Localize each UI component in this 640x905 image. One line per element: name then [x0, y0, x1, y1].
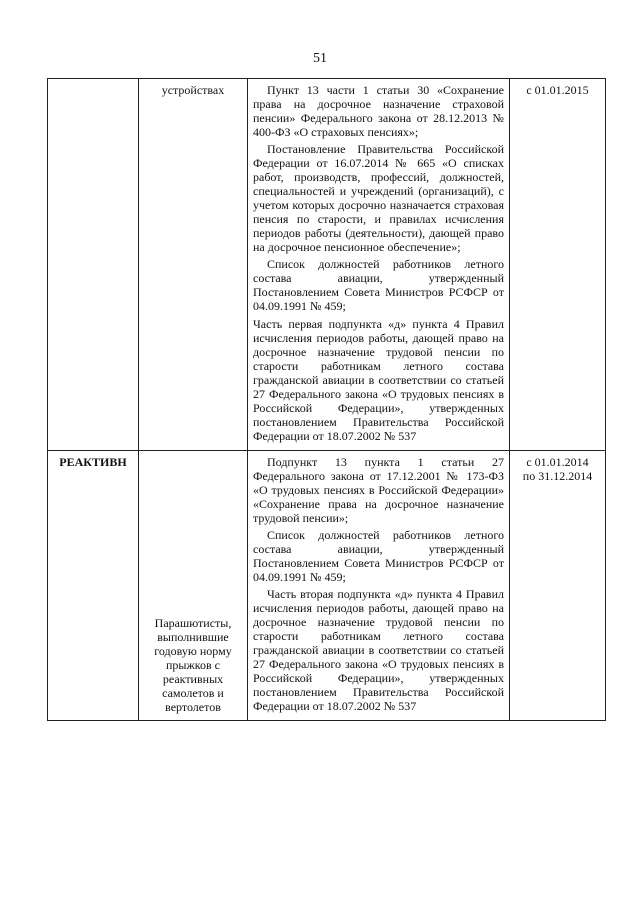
page-number: 51 — [313, 51, 327, 66]
legal-basis-cell — [248, 79, 510, 451]
basis-paragraph: Список должностей работников летного состава авиации, утвержденный Постановлением Совета Министров РСФСР от 04.09.1991 № 459; — [253, 527, 504, 585]
profession-cell: Парашютисты, выполнившие годовую норму прыжков с реактивных самолетов и вертолетов — [139, 450, 248, 721]
pension-table — [47, 78, 606, 721]
table-row — [48, 450, 606, 721]
basis-paragraph: Подпункт 13 пункта 1 статьи 27 Федерального закона от 17.12.2001 № 173-ФЗ «О трудовых пенсиях в Российской Федерации» «Сохранение права на досрочное назначение трудовой пенсии»; — [253, 454, 504, 525]
basis-paragraph: Список должностей работников летного состава авиации, утвержденный Постановлением Совета Министров РСФСР от 04.09.1991 № 459; — [253, 257, 504, 314]
table-row — [48, 79, 606, 451]
category-cell: РЕАКТИВН — [48, 450, 139, 721]
basis-paragraph: Часть первая подпункта «д» пункта 4 Правил исчисления периодов работы, дающей право на досрочное назначение трудовой пенсии по старости работникам летного состава гражданской авиации в соответствии со статьей 27 Федерального закона «О трудовых пенсиях в Российской Федерации», утвержденных постановлением Правительства Российской Федерации от 18.07.2002 № 537 — [253, 316, 504, 443]
legal-basis-cell — [248, 450, 510, 721]
period-from: с 01.01.2014 — [526, 454, 589, 469]
category-cell — [48, 79, 139, 451]
profession-cell: устройствах — [139, 79, 248, 451]
basis-paragraph: Часть вторая подпункта «д» пункта 4 Правил исчисления периодов работы, дающей право на досрочное назначение трудовой пенсии по старости работникам летного состава гражданской авиации в соответствии со статьей 27 Федерального закона «О трудовых пенсиях в Российской Федерации», утвержденных постановлением Правительства Российской Федерации от 18.07.2002 № 537 — [253, 587, 504, 714]
basis-paragraph: Постановление Правительства Российской Федерации от 16.07.2014 № 665 «О списках работ, производств, профессий, должностей, специальностей и учреждений (организаций), с учетом которых досрочно назначается страховая пенсия по старости, и правилах исчисления периодов работы (деятельности), дающей право на досрочное пенсионное обеспечение»; — [253, 142, 504, 255]
period-cell — [510, 450, 606, 721]
basis-paragraph: Пункт 13 части 1 статьи 30 «Сохранение права на досрочное назначение страховой пенсии» Федерального закона от 28.12.2013 № 400-ФЗ «О страховых пенсиях»; — [253, 83, 504, 140]
period-to: по 31.12.2014 — [522, 468, 593, 483]
period-cell — [510, 79, 606, 451]
period-from: с 01.01.2015 — [526, 83, 589, 97]
